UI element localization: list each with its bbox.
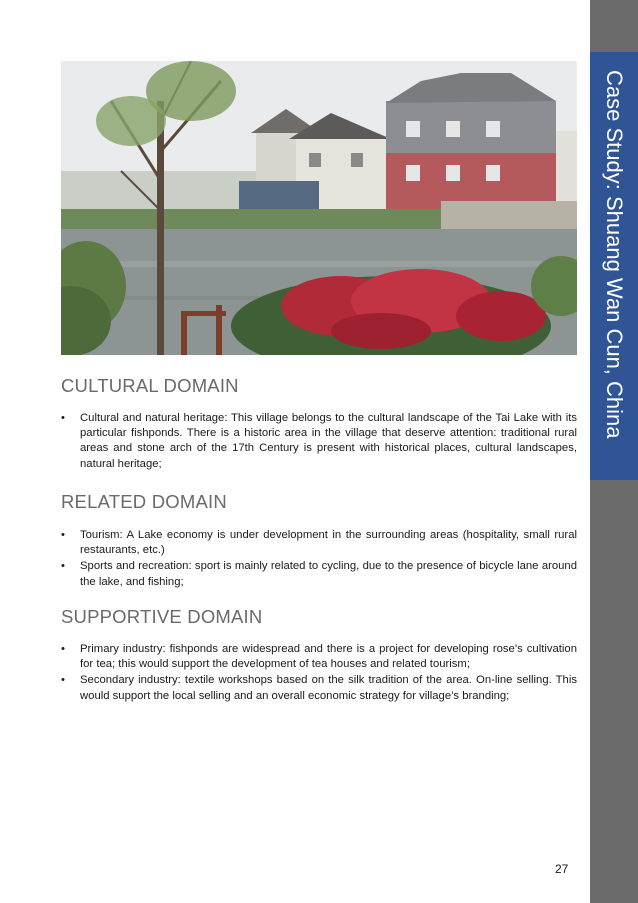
section-heading-supportive: SUPPORTIVE DOMAIN bbox=[61, 606, 263, 627]
list-item: • Primary industry: fishponds are widespread and there is a project for developing rose’s cultivation for tea; this would support the development of tea houses and related tourism; bbox=[61, 642, 577, 672]
supportive-bullet-list bbox=[61, 642, 577, 705]
side-tab-title: Case Study: Shuang Wan Cun, China bbox=[602, 70, 627, 439]
related-bullet-list bbox=[61, 528, 577, 591]
section-heading-cultural: CULTURAL DOMAIN bbox=[61, 375, 239, 396]
list-item: • Secondary industry: textile workshops based on the silk tradition of the area. On-line selling. This would support the local selling and an overall economic strategy for village’s branding; bbox=[61, 673, 577, 703]
page-number: 27 bbox=[555, 862, 569, 876]
list-item: • Sports and recreation: sport is mainly related to cycling, due to the presence of bicycle lane around the lake, and fishing; bbox=[61, 559, 577, 589]
list-item: • Cultural and natural heritage: This village belongs to the cultural landscape of the Tai Lake with its particular fishponds. There is a historic area in the village that deserve attention: traditional rural areas and stone arch of the 17th Century is present with historical places, cultural landscapes, natural heritage; bbox=[61, 411, 577, 472]
village-canal-photo bbox=[61, 61, 577, 355]
section-heading-related: RELATED DOMAIN bbox=[61, 491, 227, 512]
cultural-bullet-list bbox=[61, 411, 577, 473]
list-item: • Tourism: A Lake economy is under development in the surrounding areas (hospitality, small rural restaurants, etc.) bbox=[61, 528, 577, 558]
side-tab bbox=[590, 52, 638, 480]
